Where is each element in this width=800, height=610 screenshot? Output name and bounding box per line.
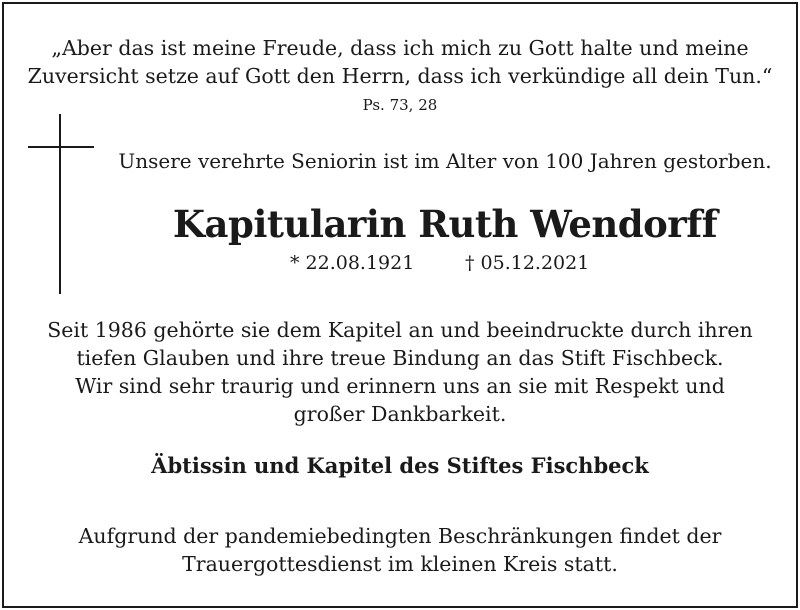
signature: Äbtissin und Kapitel des Stiftes Fischbeck xyxy=(151,453,649,478)
funeral-note xyxy=(4,522,796,578)
message-line-2: tiefen Glauben und ihre treue Bindung an das Stift Fischbeck. xyxy=(76,346,724,370)
message-line-4: großer Dankbarkeit. xyxy=(293,402,507,426)
note-line-1: Aufgrund der pandemiebedingten Beschränkungen findet der xyxy=(78,524,722,548)
death-date: † 05.12.2021 xyxy=(465,252,590,274)
life-dates xyxy=(4,250,796,276)
cross-horizontal-bar xyxy=(28,146,94,148)
quote-reference: Ps. 73, 28 xyxy=(362,96,438,114)
quote-line-1: „Aber das ist meine Freude, dass ich mich zu Gott halte und meine xyxy=(51,36,749,60)
deceased-name: Kapitularin Ruth Wendorff xyxy=(172,202,718,246)
bible-quote xyxy=(4,34,796,90)
message-line-3: Wir sind sehr traurig und erinnern uns an sie mit Respekt und xyxy=(75,374,725,398)
intro-text: Unsere verehrte Seniorin ist im Alter von 100 Jahren gestorben. xyxy=(118,149,772,173)
message-line-1: Seit 1986 gehörte sie dem Kapitel an und beeindruckte durch ihren xyxy=(47,318,753,342)
note-line-2: Trauergottesdienst im kleinen Kreis statt. xyxy=(182,552,618,576)
message-text xyxy=(4,316,796,428)
quote-line-2: Zuversicht setze auf Gott den Herrn, dass ich verkündige all dein Tun.“ xyxy=(27,64,773,88)
obituary-notice xyxy=(2,2,798,608)
birth-date: * 22.08.1921 xyxy=(290,252,415,274)
